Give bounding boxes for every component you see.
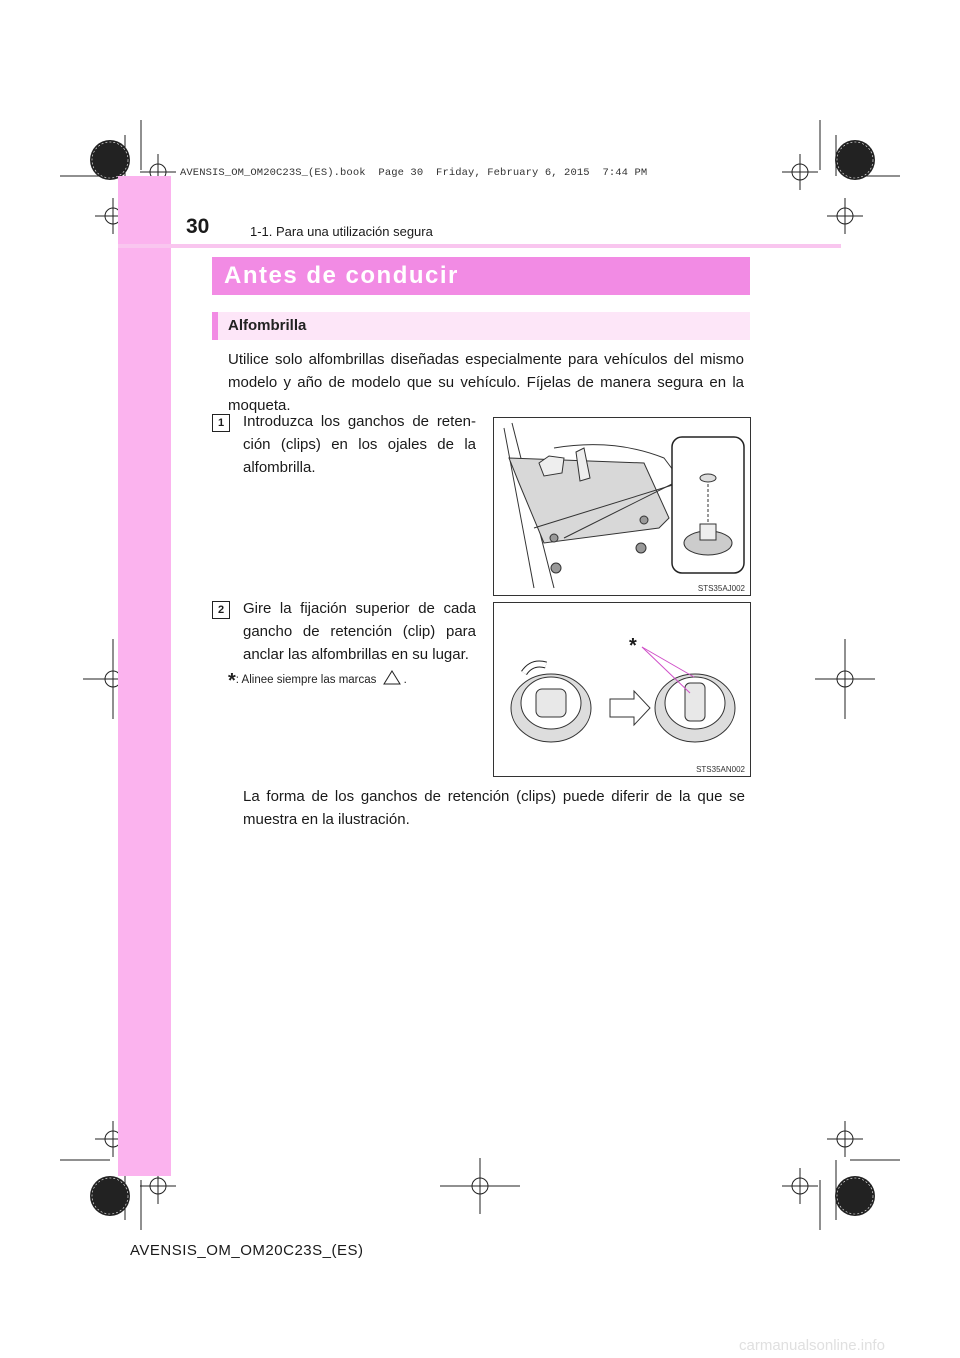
sidebar-color-strip bbox=[118, 176, 171, 1176]
note bbox=[228, 670, 407, 693]
figure-star: * bbox=[629, 635, 637, 657]
step-badge-2: 2 bbox=[212, 601, 230, 619]
intro-paragraph: Utilice solo alfombrillas diseñadas especialmente para vehículos del mismo modelo y año de modelo que su vehículo. Fíjelas de manera segura en la moqueta. bbox=[228, 351, 744, 414]
footer-code: AVENSIS_OM_OM20C23S_(ES) bbox=[130, 1242, 364, 1259]
step-text-1: Introduzca los ganchos de reten-ción (clips) en los ojales de la alfombrilla. bbox=[243, 413, 476, 476]
floor-mat-illustration bbox=[494, 418, 750, 595]
outro-paragraph: La forma de los ganchos de retención (clips) puede diferir de la que se muestra en la ilustración. bbox=[243, 788, 745, 828]
figure-floor-mat bbox=[493, 417, 751, 596]
page-number: 30 bbox=[186, 215, 210, 238]
clip-rotation-illustration bbox=[494, 603, 750, 776]
step-text-2: Gire la fijación superior de cada gancho de retención (clip) para anclar las alfombrillas en su lugar. bbox=[243, 600, 476, 663]
figure-code-2: STS35AN002 bbox=[696, 765, 745, 774]
figure-clip-rotation bbox=[493, 602, 751, 777]
figure-code-1: STS35AJ002 bbox=[697, 584, 745, 593]
note-text: : Alinee siempre las marcas bbox=[235, 674, 377, 686]
main-heading-bar bbox=[212, 257, 750, 295]
header-rule bbox=[118, 244, 841, 248]
note-marker: * bbox=[228, 670, 236, 692]
sub-heading: Alfombrilla bbox=[228, 317, 307, 334]
section-title: 1-1. Para una utilización segura bbox=[250, 224, 433, 239]
sub-heading-bar bbox=[212, 312, 750, 340]
triangle-mark-icon bbox=[383, 670, 401, 685]
book-info: AVENSIS_OM_OM20C23S_(ES).book Page 30 Friday, February 6, 2015 7:44 PM bbox=[180, 167, 648, 179]
watermark: carmanualsonline.info bbox=[739, 1337, 885, 1354]
step-badge-1: 1 bbox=[212, 414, 230, 432]
main-heading: Antes de conducir bbox=[224, 262, 459, 289]
note-end: . bbox=[403, 674, 407, 686]
